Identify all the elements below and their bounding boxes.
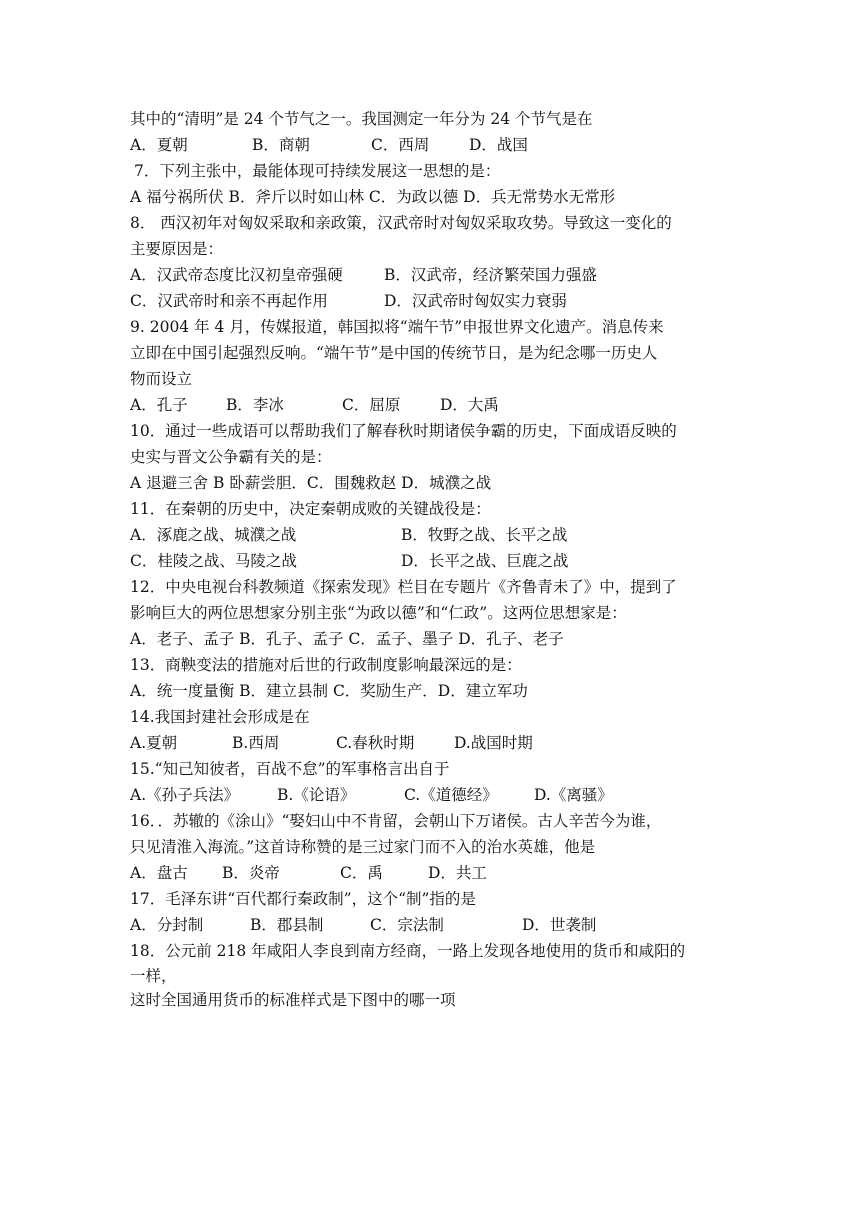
question-9-options [130,392,740,418]
option-b: B．李冰 [226,396,284,414]
option-d: D．长平之战、巨鹿之战 [401,552,569,570]
question-6-stem: 其中的“清明”是 24 个节气之一。我国测定一年分为 24 个节气是在 [130,110,593,128]
option-b: B.《论语》 [277,786,356,804]
question-16-options [130,860,740,886]
option-c: C.《道德经》 [404,786,498,804]
question-7-options: A 福兮祸所伏 B．斧斤以时如山林 C．为政以德 D．兵无常势水无常形 [130,188,616,206]
option-a: A．孔子 [130,396,188,414]
option-b: B．牧野之战、长平之战 [401,526,568,544]
document-page [130,106,740,1012]
option-a: A.《孙子兵法》 [130,786,240,804]
question-7-stem: 7．下列主张中，最能体现可持续发展这一思想的是： [134,162,501,180]
option-a: A．分封制 [130,916,204,934]
question-6-options [130,132,740,158]
question-11-options-row1 [130,522,740,548]
question-8-stem: 8． 西汉初年对匈奴采取和亲政策，汉武帝时对匈奴采取攻势。导致这一变化的 [130,214,672,232]
option-d: D.《离骚》 [534,786,613,804]
option-b: B.西周 [232,734,280,752]
option-b: B．商朝 [252,136,310,154]
question-14-stem: 14.我国封建社会形成是在 [130,708,310,726]
question-13-options: A．统一度量衡 B．建立县制 C．奖励生产．D．建立军功 [130,682,528,700]
option-d: D．共工 [428,864,487,882]
question-9-stem: 9. 2004 年 4 月，传媒报道，韩国拟将“端午节”申报世界文化遗产。消息传来 [130,318,664,336]
question-18-stem: 18．公元前 218 年咸阳人李良到南方经商，一路上发现各地使用的货币和咸阳的 [130,942,686,960]
option-d: D．大禹 [440,396,499,414]
option-b: B．郡县制 [250,916,324,934]
question-14-options [130,730,740,756]
question-11-stem: 11．在秦朝的历史中，决定秦朝成败的关键战役是： [130,500,491,518]
question-12-options: A．老子、孟子 B．孔子、孟子 C．孟子、墨子 D．孔子、老子 [130,630,564,648]
question-16-stem-cont: 只见清淮入海流。”这首诗称赞的是三过家门而不入的治水英雄，他是 [130,838,596,856]
question-16-stem: 16．．苏辙的《涂山》“娶妇山中不肯留，会朝山下万诸侯。古人辛苦今为谁， [130,812,662,830]
option-d: D.战国时期 [454,734,533,752]
option-a: A．涿鹿之战、城濮之战 [130,526,297,544]
question-17-options [130,912,740,938]
option-c: C．西周 [371,136,430,154]
option-c: C.春秋时期 [336,734,415,752]
question-11-options-row2 [130,548,740,574]
option-a: A．夏朝 [130,136,188,154]
question-9-stem-cont: 物而设立 [130,370,193,388]
question-9-stem-cont: 立即在中国引起强烈反响。“端午节”是中国的传统节日，是为纪念哪一历史人 [130,344,658,362]
question-10-stem-cont: 史实与晋文公争霸有关的是： [130,448,332,466]
option-d: D．汉武帝时匈奴实力衰弱 [384,292,567,310]
question-8-options-row2 [130,288,740,314]
question-12-stem: 12．中央电视台科教频道《探索发现》栏目在专题片《齐鲁青未了》中，提到了 [130,578,677,596]
option-c: C．宗法制 [370,916,444,934]
option-a: A．盘古 [130,864,188,882]
question-15-options [130,782,740,808]
question-17-stem: 17．毛泽东讲“百代都行秦政制”，这个“制”指的是 [130,890,476,908]
option-c: C．屈原 [342,396,401,414]
question-10-stem: 10．通过一些成语可以帮助我们了解春秋时期诸侯争霸的历史，下面成语反映的 [130,422,677,440]
question-13-stem: 13．商鞅变法的措施对后世的行政制度影响最深远的是： [130,656,522,674]
option-d: D．战国 [469,136,528,154]
option-c: C．桂陵之战、马陵之战 [130,552,297,570]
option-b: B．炎帝 [222,864,280,882]
option-a: A.夏朝 [130,734,178,752]
option-c: C．禹 [340,864,383,882]
question-8-stem-cont: 主要原因是： [130,240,224,258]
question-18-stem-cont: 这时全国通用货币的标准样式是下图中的哪一项 [130,991,456,1009]
question-18-stem-cont: 一样， [130,967,177,985]
option-c: C．汉武帝时和亲不再起作用 [130,292,328,310]
question-12-stem-cont: 影响巨大的两位思想家分别主张“为政以德”和“仁政”。这两位思想家是： [130,604,627,622]
question-8-options-row1 [130,262,740,288]
question-10-options: A 退避三舍 B 卧薪尝胆．C．围魏救赵 D．城濮之战 [130,474,492,492]
option-d: D．世袭制 [522,916,597,934]
option-a: A．汉武帝态度比汉初皇帝强硬 [130,266,343,284]
option-b: B．汉武帝，经济繁荣国力强盛 [384,266,597,284]
question-15-stem: 15.“知己知彼者，百战不怠”的军事格言出自于 [130,760,450,778]
